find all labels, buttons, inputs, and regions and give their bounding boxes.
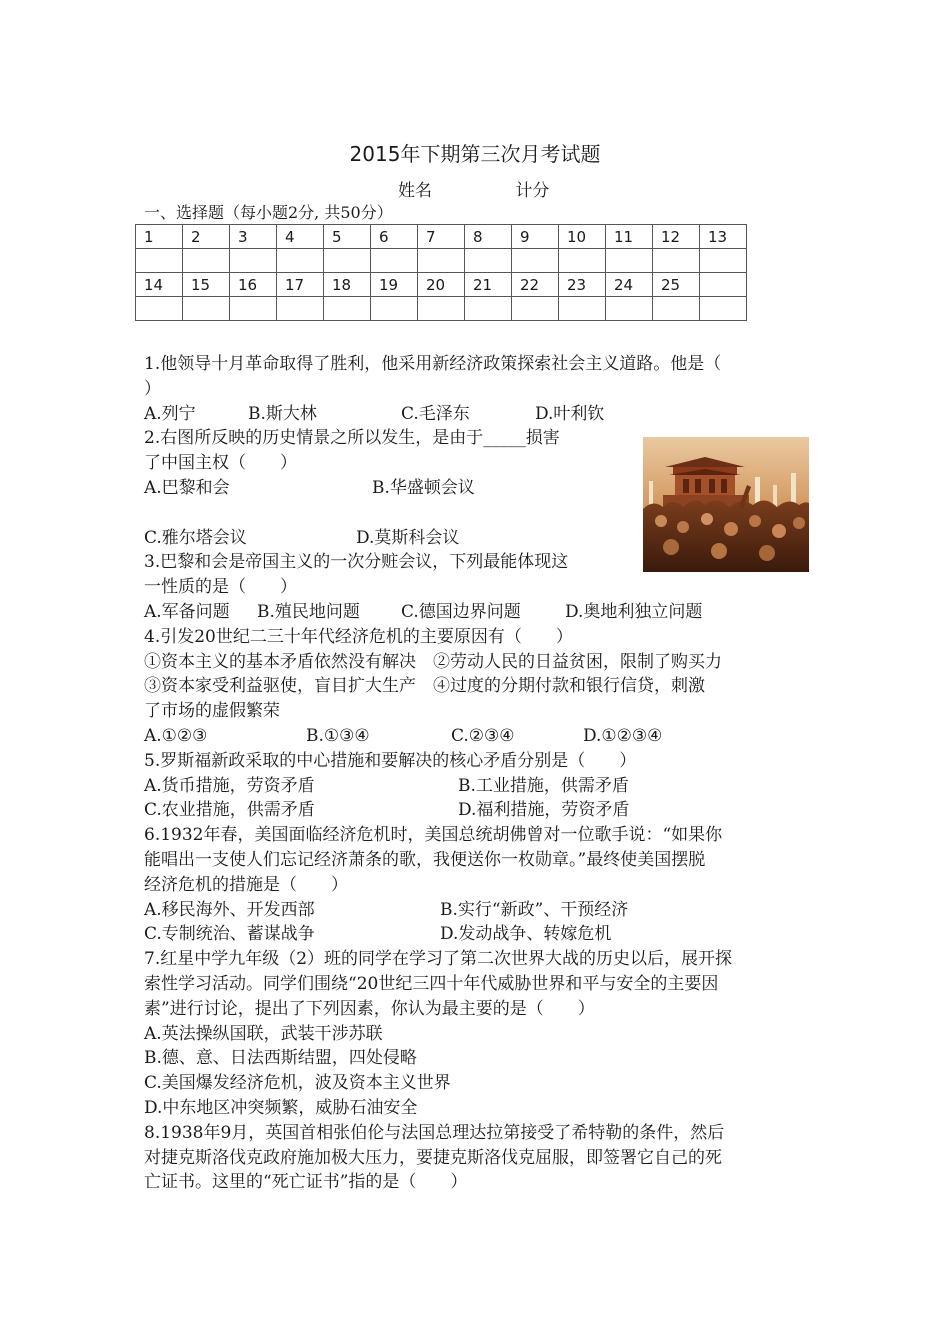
option-b: B.斯大林: [248, 403, 317, 424]
name-score-bar: [398, 176, 627, 201]
grid-cell: [700, 273, 747, 297]
answer-cell[interactable]: [230, 249, 277, 273]
question-5-stem: 5.罗斯福新政采取的中心措施和要解决的核心矛盾分别是（ ）: [144, 750, 637, 771]
question-5-options-ab: [144, 774, 808, 799]
grid-answer-row: [136, 249, 747, 273]
answer-cell[interactable]: [277, 297, 324, 321]
answer-cell[interactable]: [418, 297, 465, 321]
question-7-stem-3: 素”进行讨论，提出了下列因素，你认为最主要的是（ ）: [144, 998, 595, 1019]
grid-cell: 13: [700, 225, 747, 249]
option-c: C.德国边界问题: [401, 601, 521, 622]
option-d: D.福利措施，劳资矛盾: [458, 800, 630, 821]
question-2-stem: 2.右图所反映的历史情景之所以发生，是由于_____损害: [144, 428, 560, 449]
question-2-stem-end: 了中国主权（ ）: [144, 453, 297, 474]
grid-cell: 15: [183, 273, 230, 297]
question-6-options-cd: [144, 922, 808, 947]
grid-cell: 20: [418, 273, 465, 297]
option-b: B.①③④: [306, 725, 370, 746]
option-b: B.实行“新政”、干预经济: [440, 899, 629, 920]
option-a: A.①②③: [144, 725, 208, 746]
question-6-options-ab: [144, 898, 808, 923]
option-b: B.工业措施，供需矛盾: [458, 775, 629, 796]
answer-cell[interactable]: [324, 249, 371, 273]
option-c: C.雅尔塔会议: [144, 527, 247, 548]
option-c: C.毛泽东: [401, 403, 470, 424]
grid-cell: 6: [371, 225, 418, 249]
question-8-stem-2: 对捷克斯洛伐克政府施加极大压力，要捷克斯洛伐克屈服，即签署它自己的死: [144, 1147, 722, 1168]
answer-grid: [135, 224, 747, 321]
question-5-options-cd: [144, 798, 808, 823]
answer-cell[interactable]: [183, 249, 230, 273]
question-4-options: [144, 724, 808, 749]
option-d: D.莫斯科会议: [356, 527, 460, 548]
grid-cell: 19: [371, 273, 418, 297]
question-2-options-cd: [144, 526, 634, 551]
question-6-stem-3: 经济危机的措施是（ ）: [144, 874, 348, 895]
option-b: B.华盛顿会议: [372, 477, 475, 498]
grid-cell: 1: [136, 225, 183, 249]
option-d: D.发动战争、转嫁危机: [440, 924, 612, 945]
question-3-options: [144, 600, 808, 625]
answer-cell[interactable]: [700, 249, 747, 273]
option-c: C.专制统治、蓄谋战争: [144, 924, 315, 945]
grid-cell: 2: [183, 225, 230, 249]
option-a: A.移民海外、开发西部: [144, 899, 315, 920]
option-a: A.列宁: [144, 403, 196, 424]
answer-cell[interactable]: [653, 249, 700, 273]
grid-cell: 21: [465, 273, 512, 297]
answer-cell[interactable]: [277, 249, 324, 273]
question-7-stem-2: 索性学习活动。同学们围绕“20世纪三四十年代威胁世界和平与安全的主要因: [144, 973, 719, 994]
grid-cell: 9: [512, 225, 559, 249]
grid-cell: 14: [136, 273, 183, 297]
option-a: A.英法操纵国联，武装干涉苏联: [144, 1023, 383, 1044]
answer-cell[interactable]: [465, 249, 512, 273]
grid-number-row: [136, 225, 747, 249]
option-d: D.中东地区冲突频繁，威胁石油安全: [144, 1097, 418, 1118]
protest-scene-image: [643, 437, 809, 572]
question-4-statements-3: 了市场的虚假繁荣: [144, 701, 280, 722]
option-c: C.美国爆发经济危机，波及资本主义世界: [144, 1073, 451, 1094]
section-heading: 一、选择题（每小题2分, 共50分）: [144, 203, 393, 222]
answer-cell[interactable]: [700, 297, 747, 321]
option-c: C.②③④: [451, 725, 515, 746]
grid-cell: 23: [559, 273, 606, 297]
option-d: D.①②③④: [583, 725, 663, 746]
option-b: B.德、意、日法西斯结盟，四处侵略: [144, 1048, 417, 1069]
grid-cell: 24: [606, 273, 653, 297]
grid-cell: 25: [653, 273, 700, 297]
option-c: C.农业措施，供需矛盾: [144, 800, 315, 821]
answer-cell[interactable]: [512, 249, 559, 273]
question-8-stem-3: 亡证书。这里的“死亡证书”指的是（ ）: [144, 1172, 468, 1193]
question-1-stem: 1.他领导十月革命取得了胜利，他采用新经济政策探索社会主义道路。他是（: [144, 354, 722, 374]
answer-cell[interactable]: [606, 249, 653, 273]
exam-title: 2015年下期第三次月考试题: [349, 142, 601, 166]
grid-cell: 4: [277, 225, 324, 249]
question-8-stem: 8.1938年9月，英国首相张伯伦与法国总理达拉第接受了希特勒的条件，然后: [144, 1122, 725, 1143]
grid-cell: 16: [230, 273, 277, 297]
answer-cell[interactable]: [230, 297, 277, 321]
question-6-stem: 6.1932年春，美国面临经济危机时，美国总统胡佛曾对一位歌手说：“如果你: [144, 825, 723, 846]
grid-cell: 22: [512, 273, 559, 297]
answer-cell[interactable]: [559, 297, 606, 321]
answer-cell[interactable]: [512, 297, 559, 321]
question-4-statements-1: ①资本主义的基本矛盾依然没有解决 ②劳动人民的日益贫困，限制了购买力: [144, 651, 722, 672]
grid-cell: 3: [230, 225, 277, 249]
question-6-stem-2: 能唱出一支使人们忘记经济萧条的歌，我便送你一枚勋章。”最终使美国摆脱: [144, 849, 706, 870]
grid-cell: 17: [277, 273, 324, 297]
answer-cell[interactable]: [183, 297, 230, 321]
question-1-stem-end: ）: [144, 378, 161, 399]
grid-answer-row: [136, 297, 747, 321]
option-d: D.叶利钦: [535, 403, 605, 424]
question-4-statements-2: ③资本家受利益驱使，盲目扩大生产 ④过度的分期付款和银行信贷，刺激: [144, 676, 705, 697]
option-b: B.殖民地问题: [257, 601, 360, 622]
grid-cell: 8: [465, 225, 512, 249]
option-a: A.巴黎和会: [144, 477, 230, 498]
grid-number-row: [136, 273, 747, 297]
answer-cell[interactable]: [136, 297, 183, 321]
grid-cell: 7: [418, 225, 465, 249]
question-3-stem: 3.巴黎和会是帝国主义的一次分赃会议，下列最能体现这: [144, 552, 569, 573]
option-a: A.货币措施，劳资矛盾: [144, 775, 315, 796]
question-4-stem: 4.引发20世纪二三十年代经济危机的主要原因有（ ）: [144, 626, 573, 647]
grid-cell: 5: [324, 225, 371, 249]
answer-cell[interactable]: [418, 249, 465, 273]
question-3-stem-end: 一性质的是（ ）: [144, 577, 297, 598]
answer-cell[interactable]: [324, 297, 371, 321]
question-7-stem: 7.红星中学九年级（2）班的同学在学习了第二次世界大战的历史以后，展开探: [144, 949, 733, 970]
answer-cell[interactable]: [559, 249, 606, 273]
answer-cell[interactable]: [371, 297, 418, 321]
grid-cell: 12: [653, 225, 700, 249]
option-a: A.军备问题: [144, 601, 230, 622]
historical-illustration: [643, 437, 809, 572]
grid-cell: 11: [606, 225, 653, 249]
question-2-options-ab: [144, 476, 634, 501]
name-label: 姓名: [398, 181, 432, 201]
question-1-options: [144, 402, 808, 427]
grid-cell: 18: [324, 273, 371, 297]
option-d: D.奥地利独立问题: [565, 601, 703, 622]
answer-cell[interactable]: [653, 297, 700, 321]
answer-cell[interactable]: [606, 297, 653, 321]
score-label: 计分: [515, 181, 550, 201]
answer-cell[interactable]: [465, 297, 512, 321]
answer-cell[interactable]: [136, 249, 183, 273]
answer-cell[interactable]: [371, 249, 418, 273]
grid-cell: 10: [559, 225, 606, 249]
